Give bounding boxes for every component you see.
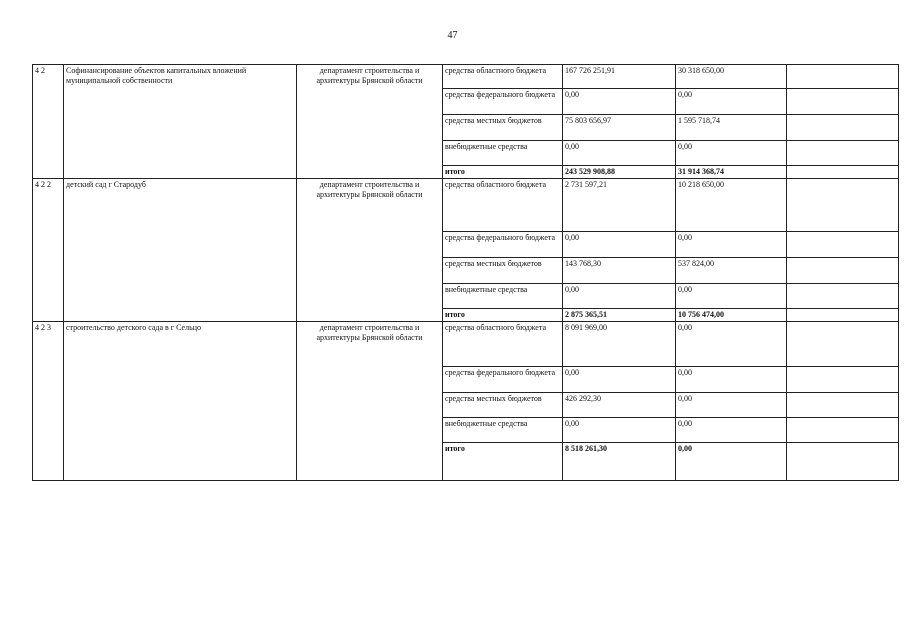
amount-cell: 1 595 718,74	[676, 115, 787, 141]
empty-cell	[787, 65, 899, 89]
funding-source: итого	[443, 166, 563, 179]
funding-source: средства областного бюджета	[443, 179, 563, 232]
page-number: 47	[447, 30, 458, 41]
amount-cell: 0,00	[676, 89, 787, 115]
funding-source: средства местных бюджетов	[443, 115, 563, 141]
funding-source: средства областного бюджета	[443, 322, 563, 367]
empty-cell	[787, 309, 899, 322]
empty-cell	[787, 284, 899, 309]
amount-cell: 167 726 251,91	[563, 65, 676, 89]
amount-cell: 0,00	[676, 393, 787, 418]
amount-cell: 0,00	[676, 322, 787, 367]
funding-source: внебюджетные средства	[443, 284, 563, 309]
amount-cell: 0,00	[563, 141, 676, 166]
funding-source: средства местных бюджетов	[443, 258, 563, 284]
amount-cell: 0,00	[563, 232, 676, 258]
empty-cell	[787, 141, 899, 166]
funding-source: средства федерального бюджета	[443, 232, 563, 258]
amount-cell: 0,00	[563, 418, 676, 443]
amount-cell: 0,00	[563, 89, 676, 115]
responsible-department: департамент строительства и архитектуры Брянской области	[297, 322, 443, 481]
amount-cell: 30 318 650,00	[676, 65, 787, 89]
amount-cell: 2 875 365,51	[563, 309, 676, 322]
amount-cell: 537 824,00	[676, 258, 787, 284]
amount-cell: 0,00	[563, 284, 676, 309]
empty-cell	[787, 89, 899, 115]
amount-cell: 0,00	[563, 367, 676, 393]
responsible-department: департамент строительства и архитектуры Брянской области	[297, 65, 443, 179]
table-row	[33, 322, 899, 367]
amount-cell: 243 529 908,88	[563, 166, 676, 179]
funding-source: итого	[443, 309, 563, 322]
amount-cell: 31 914 368,74	[676, 166, 787, 179]
amount-cell: 75 803 656,97	[563, 115, 676, 141]
empty-cell	[787, 443, 899, 481]
amount-cell: 8 518 261,30	[563, 443, 676, 481]
amount-cell: 0,00	[676, 443, 787, 481]
funding-source: средства федерального бюджета	[443, 89, 563, 115]
empty-cell	[787, 166, 899, 179]
amount-cell: 0,00	[676, 418, 787, 443]
funding-source: средства областного бюджета	[443, 65, 563, 89]
amount-cell: 0,00	[676, 367, 787, 393]
amount-cell: 426 292,30	[563, 393, 676, 418]
empty-cell	[787, 258, 899, 284]
item-number: 4 2	[33, 65, 64, 179]
empty-cell	[787, 418, 899, 443]
empty-cell	[787, 232, 899, 258]
amount-cell: 10 756 474,00	[676, 309, 787, 322]
funding-source: средства местных бюджетов	[443, 393, 563, 418]
table-body	[33, 65, 899, 481]
item-name: Софинансирование объектов капитальных вложений муниципальной собственности	[64, 65, 297, 179]
empty-cell	[787, 179, 899, 232]
item-number: 4 2 3	[33, 322, 64, 481]
funding-source: внебюджетные средства	[443, 418, 563, 443]
item-name: строительство детского сада в г Сельцо	[64, 322, 297, 481]
amount-cell: 8 091 969,00	[563, 322, 676, 367]
funding-source: итого	[443, 443, 563, 481]
empty-cell	[787, 367, 899, 393]
amount-cell: 143 768,30	[563, 258, 676, 284]
amount-cell: 2 731 597,21	[563, 179, 676, 232]
empty-cell	[787, 393, 899, 418]
amount-cell: 0,00	[676, 141, 787, 166]
empty-cell	[787, 322, 899, 367]
responsible-department: департамент строительства и архитектуры Брянской области	[297, 179, 443, 322]
item-number: 4 2 2	[33, 179, 64, 322]
amount-cell: 0,00	[676, 232, 787, 258]
amount-cell: 10 218 650,00	[676, 179, 787, 232]
empty-cell	[787, 115, 899, 141]
funding-source: внебюджетные средства	[443, 141, 563, 166]
item-name: детский сад г Стародуб	[64, 179, 297, 322]
funding-source: средства федерального бюджета	[443, 367, 563, 393]
table-row	[33, 179, 899, 232]
amount-cell: 0,00	[676, 284, 787, 309]
table-row	[33, 65, 899, 89]
budget-table	[32, 64, 899, 481]
